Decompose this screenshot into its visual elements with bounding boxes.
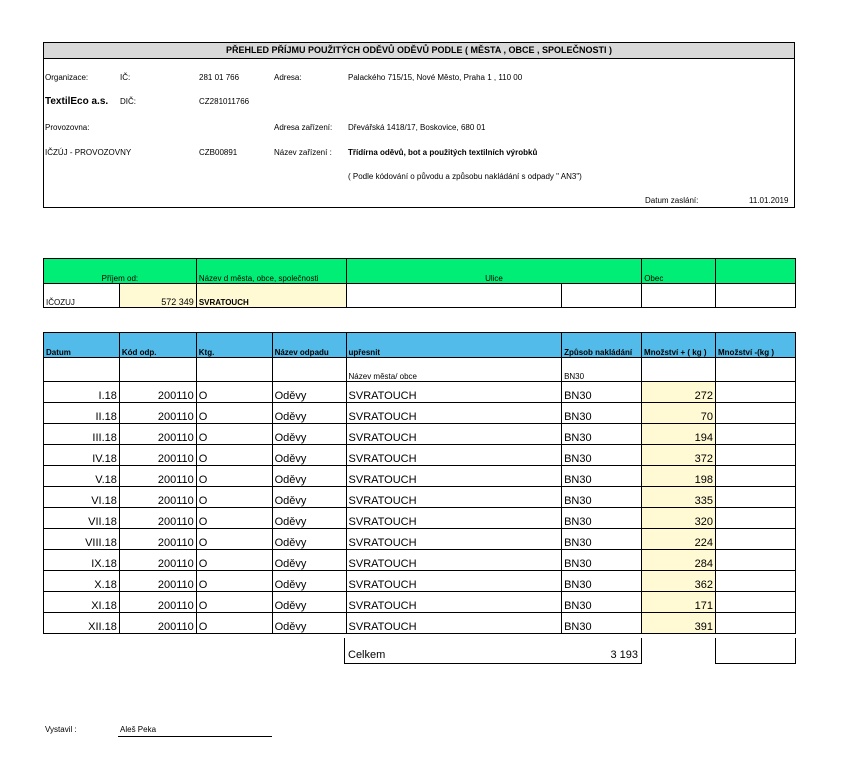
row-specify: SVRATOUCH: [346, 571, 562, 592]
table-row: [44, 445, 796, 466]
row-specify: SVRATOUCH: [346, 382, 562, 403]
row-waste-name: Oděvy: [272, 403, 346, 424]
row-ktg: O: [196, 592, 272, 613]
row-ktg: O: [196, 466, 272, 487]
total-cell: [344, 638, 642, 664]
table-row: [44, 382, 796, 403]
iczuj-label: IČZÚJ - PROVOZOVNY: [45, 148, 132, 157]
iczuj-value: CZB00891: [199, 148, 238, 157]
total-label: Celkem: [348, 649, 386, 661]
receipt-header-street: Ulice: [346, 259, 641, 284]
subheader-city: Název města/ obce: [346, 358, 562, 382]
receipt-empty-value: [716, 284, 796, 308]
row-ktg: O: [196, 382, 272, 403]
waste-table: [43, 332, 796, 634]
ic-value: 281 01 766: [199, 73, 240, 82]
table-row: [44, 487, 796, 508]
issued-by-value: Aleš Peka: [120, 725, 157, 734]
table-row: [44, 403, 796, 424]
row-method: BN30: [562, 529, 642, 550]
subheader-empty: [642, 358, 716, 382]
row-qty-minus: [716, 487, 796, 508]
row-ktg: O: [196, 613, 272, 634]
subheader-empty: [272, 358, 346, 382]
receipt-header-city: Obec: [642, 259, 716, 284]
facility-address-value: Dřevářská 1418/17, Boskovice, 680 01: [348, 123, 486, 132]
col-header-code: Kód odp.: [119, 333, 196, 358]
row-date: II.18: [44, 403, 120, 424]
row-waste-name: Oděvy: [272, 466, 346, 487]
row-method: BN30: [562, 403, 642, 424]
row-code: 200110: [119, 424, 196, 445]
row-qty-minus: [716, 445, 796, 466]
row-specify: SVRATOUCH: [346, 445, 562, 466]
total-value: 3 193: [610, 649, 638, 661]
row-specify: SVRATOUCH: [346, 529, 562, 550]
receipt-city-value: [642, 284, 716, 308]
row-date: VI.18: [44, 487, 120, 508]
row-qty-plus: 391: [642, 613, 716, 634]
row-date: VII.18: [44, 508, 120, 529]
row-qty-minus: [716, 550, 796, 571]
dic-label: DIČ:: [120, 97, 136, 106]
row-code: 200110: [119, 403, 196, 424]
receipt-header-name: Název d města, obce, společnosti: [196, 259, 346, 284]
row-qty-plus: 194: [642, 424, 716, 445]
row-waste-name: Oděvy: [272, 550, 346, 571]
total-qty-minus-cell: [715, 638, 796, 664]
row-waste-name: Oděvy: [272, 487, 346, 508]
receipt-header-from: Příjem od:: [44, 259, 197, 284]
row-code: 200110: [119, 466, 196, 487]
row-qty-plus: 224: [642, 529, 716, 550]
row-code: 200110: [119, 508, 196, 529]
issued-by-label: Vystavil :: [45, 725, 77, 734]
row-ktg: O: [196, 445, 272, 466]
table-row: [44, 424, 796, 445]
row-waste-name: Oděvy: [272, 571, 346, 592]
receipt-iczuj-label: IČOZUJ: [44, 284, 120, 308]
row-qty-minus: [716, 592, 796, 613]
row-ktg: O: [196, 424, 272, 445]
row-code: 200110: [119, 529, 196, 550]
row-qty-plus: 171: [642, 592, 716, 613]
row-date: III.18: [44, 424, 120, 445]
date-sent-value: 11.01.2019: [749, 196, 789, 205]
row-qty-plus: 362: [642, 571, 716, 592]
org-label: Organizace:: [45, 73, 89, 82]
company-name: TextilEco a.s.: [45, 96, 109, 107]
row-code: 200110: [119, 445, 196, 466]
table-row: [44, 613, 796, 634]
dic-value: CZ281011766: [199, 97, 250, 106]
row-ktg: O: [196, 571, 272, 592]
subheader-empty: [716, 358, 796, 382]
row-date: XI.18: [44, 592, 120, 613]
row-waste-name: Oděvy: [272, 529, 346, 550]
row-method: BN30: [562, 508, 642, 529]
row-date: VIII.18: [44, 529, 120, 550]
row-date: XII.18: [44, 613, 120, 634]
col-header-ktg: Ktg.: [196, 333, 272, 358]
row-qty-minus: [716, 508, 796, 529]
row-ktg: O: [196, 550, 272, 571]
row-specify: SVRATOUCH: [346, 466, 562, 487]
date-sent-label: Datum zaslání:: [645, 196, 699, 205]
row-code: 200110: [119, 571, 196, 592]
subheader-empty: [196, 358, 272, 382]
signature-line: [118, 736, 272, 737]
row-qty-minus: [716, 382, 796, 403]
row-specify: SVRATOUCH: [346, 550, 562, 571]
row-date: V.18: [44, 466, 120, 487]
row-qty-plus: 272: [642, 382, 716, 403]
row-qty-minus: [716, 424, 796, 445]
row-specify: SVRATOUCH: [346, 508, 562, 529]
row-ktg: O: [196, 529, 272, 550]
table-row: [44, 508, 796, 529]
row-code: 200110: [119, 613, 196, 634]
facility-label: Provozovna:: [45, 123, 90, 132]
facility-address-label: Adresa zařízení:: [274, 123, 333, 132]
row-method: BN30: [562, 382, 642, 403]
row-qty-plus: 320: [642, 508, 716, 529]
receipt-name-value: SVRATOUCH: [196, 284, 346, 308]
table-row: [44, 550, 796, 571]
row-qty-minus: [716, 571, 796, 592]
subheader-empty: [44, 358, 120, 382]
table-row: [44, 592, 796, 613]
row-qty-minus: [716, 403, 796, 424]
row-qty-minus: [716, 529, 796, 550]
receipt-iczuj-value: 572 349: [119, 284, 196, 308]
row-waste-name: Oděvy: [272, 424, 346, 445]
row-method: BN30: [562, 613, 642, 634]
row-qty-plus: 70: [642, 403, 716, 424]
table-row: [44, 466, 796, 487]
receipt-street-value: [346, 284, 562, 308]
row-code: 200110: [119, 382, 196, 403]
row-qty-plus: 198: [642, 466, 716, 487]
row-qty-plus: 284: [642, 550, 716, 571]
row-qty-minus: [716, 613, 796, 634]
subheader-method: BN30: [562, 358, 642, 382]
col-header-date: Datum: [44, 333, 120, 358]
row-date: X.18: [44, 571, 120, 592]
row-waste-name: Oděvy: [272, 445, 346, 466]
address-value: Palackého 715/15, Nové Město, Praha 1 , 110 00: [348, 73, 523, 82]
row-code: 200110: [119, 550, 196, 571]
row-waste-name: Oděvy: [272, 382, 346, 403]
row-method: BN30: [562, 550, 642, 571]
row-code: 200110: [119, 592, 196, 613]
row-method: BN30: [562, 487, 642, 508]
row-waste-name: Oděvy: [272, 508, 346, 529]
coding-note: ( Podle kódování o původu a způsobu nakládání s odpady " AN3"): [348, 172, 582, 181]
ic-label: IČ:: [120, 73, 131, 82]
receipt-street-extra: [562, 284, 642, 308]
document-title: PŘEHLED PŘÍJMU POUŽITÝCH ODĚVŮ ODĚVŮ PODLE ( MĚSTA , OBCE , SPOLEČNOSTI ): [44, 43, 794, 59]
row-method: BN30: [562, 445, 642, 466]
row-ktg: O: [196, 508, 272, 529]
row-qty-plus: 372: [642, 445, 716, 466]
row-date: IX.18: [44, 550, 120, 571]
row-method: BN30: [562, 424, 642, 445]
col-header-qty-plus: Množství + ( kg ): [642, 333, 716, 358]
row-qty-minus: [716, 466, 796, 487]
table-row: [44, 571, 796, 592]
row-ktg: O: [196, 487, 272, 508]
col-header-qty-minus: Množství -(kg ): [716, 333, 796, 358]
row-date: I.18: [44, 382, 120, 403]
facility-name-value: Třídírna oděvů, bot a použitých textilních výrobků: [348, 148, 538, 157]
row-waste-name: Oděvy: [272, 592, 346, 613]
receipt-table: [43, 258, 796, 308]
row-specify: SVRATOUCH: [346, 487, 562, 508]
row-specify: SVRATOUCH: [346, 424, 562, 445]
row-method: BN30: [562, 571, 642, 592]
col-header-method: Způsob nakládání: [562, 333, 642, 358]
row-code: 200110: [119, 487, 196, 508]
row-waste-name: Oděvy: [272, 613, 346, 634]
col-header-specify: upřesnit: [346, 333, 562, 358]
row-qty-plus: 335: [642, 487, 716, 508]
row-date: IV.18: [44, 445, 120, 466]
row-method: BN30: [562, 466, 642, 487]
receipt-header-empty: [716, 259, 796, 284]
table-row: [44, 529, 796, 550]
row-method: BN30: [562, 592, 642, 613]
address-label: Adresa:: [274, 73, 302, 82]
subheader-empty: [119, 358, 196, 382]
col-header-waste-name: Název odpadu: [272, 333, 346, 358]
facility-name-label: Název zařízení :: [274, 148, 332, 157]
row-specify: SVRATOUCH: [346, 403, 562, 424]
row-specify: SVRATOUCH: [346, 592, 562, 613]
row-ktg: O: [196, 403, 272, 424]
row-specify: SVRATOUCH: [346, 613, 562, 634]
